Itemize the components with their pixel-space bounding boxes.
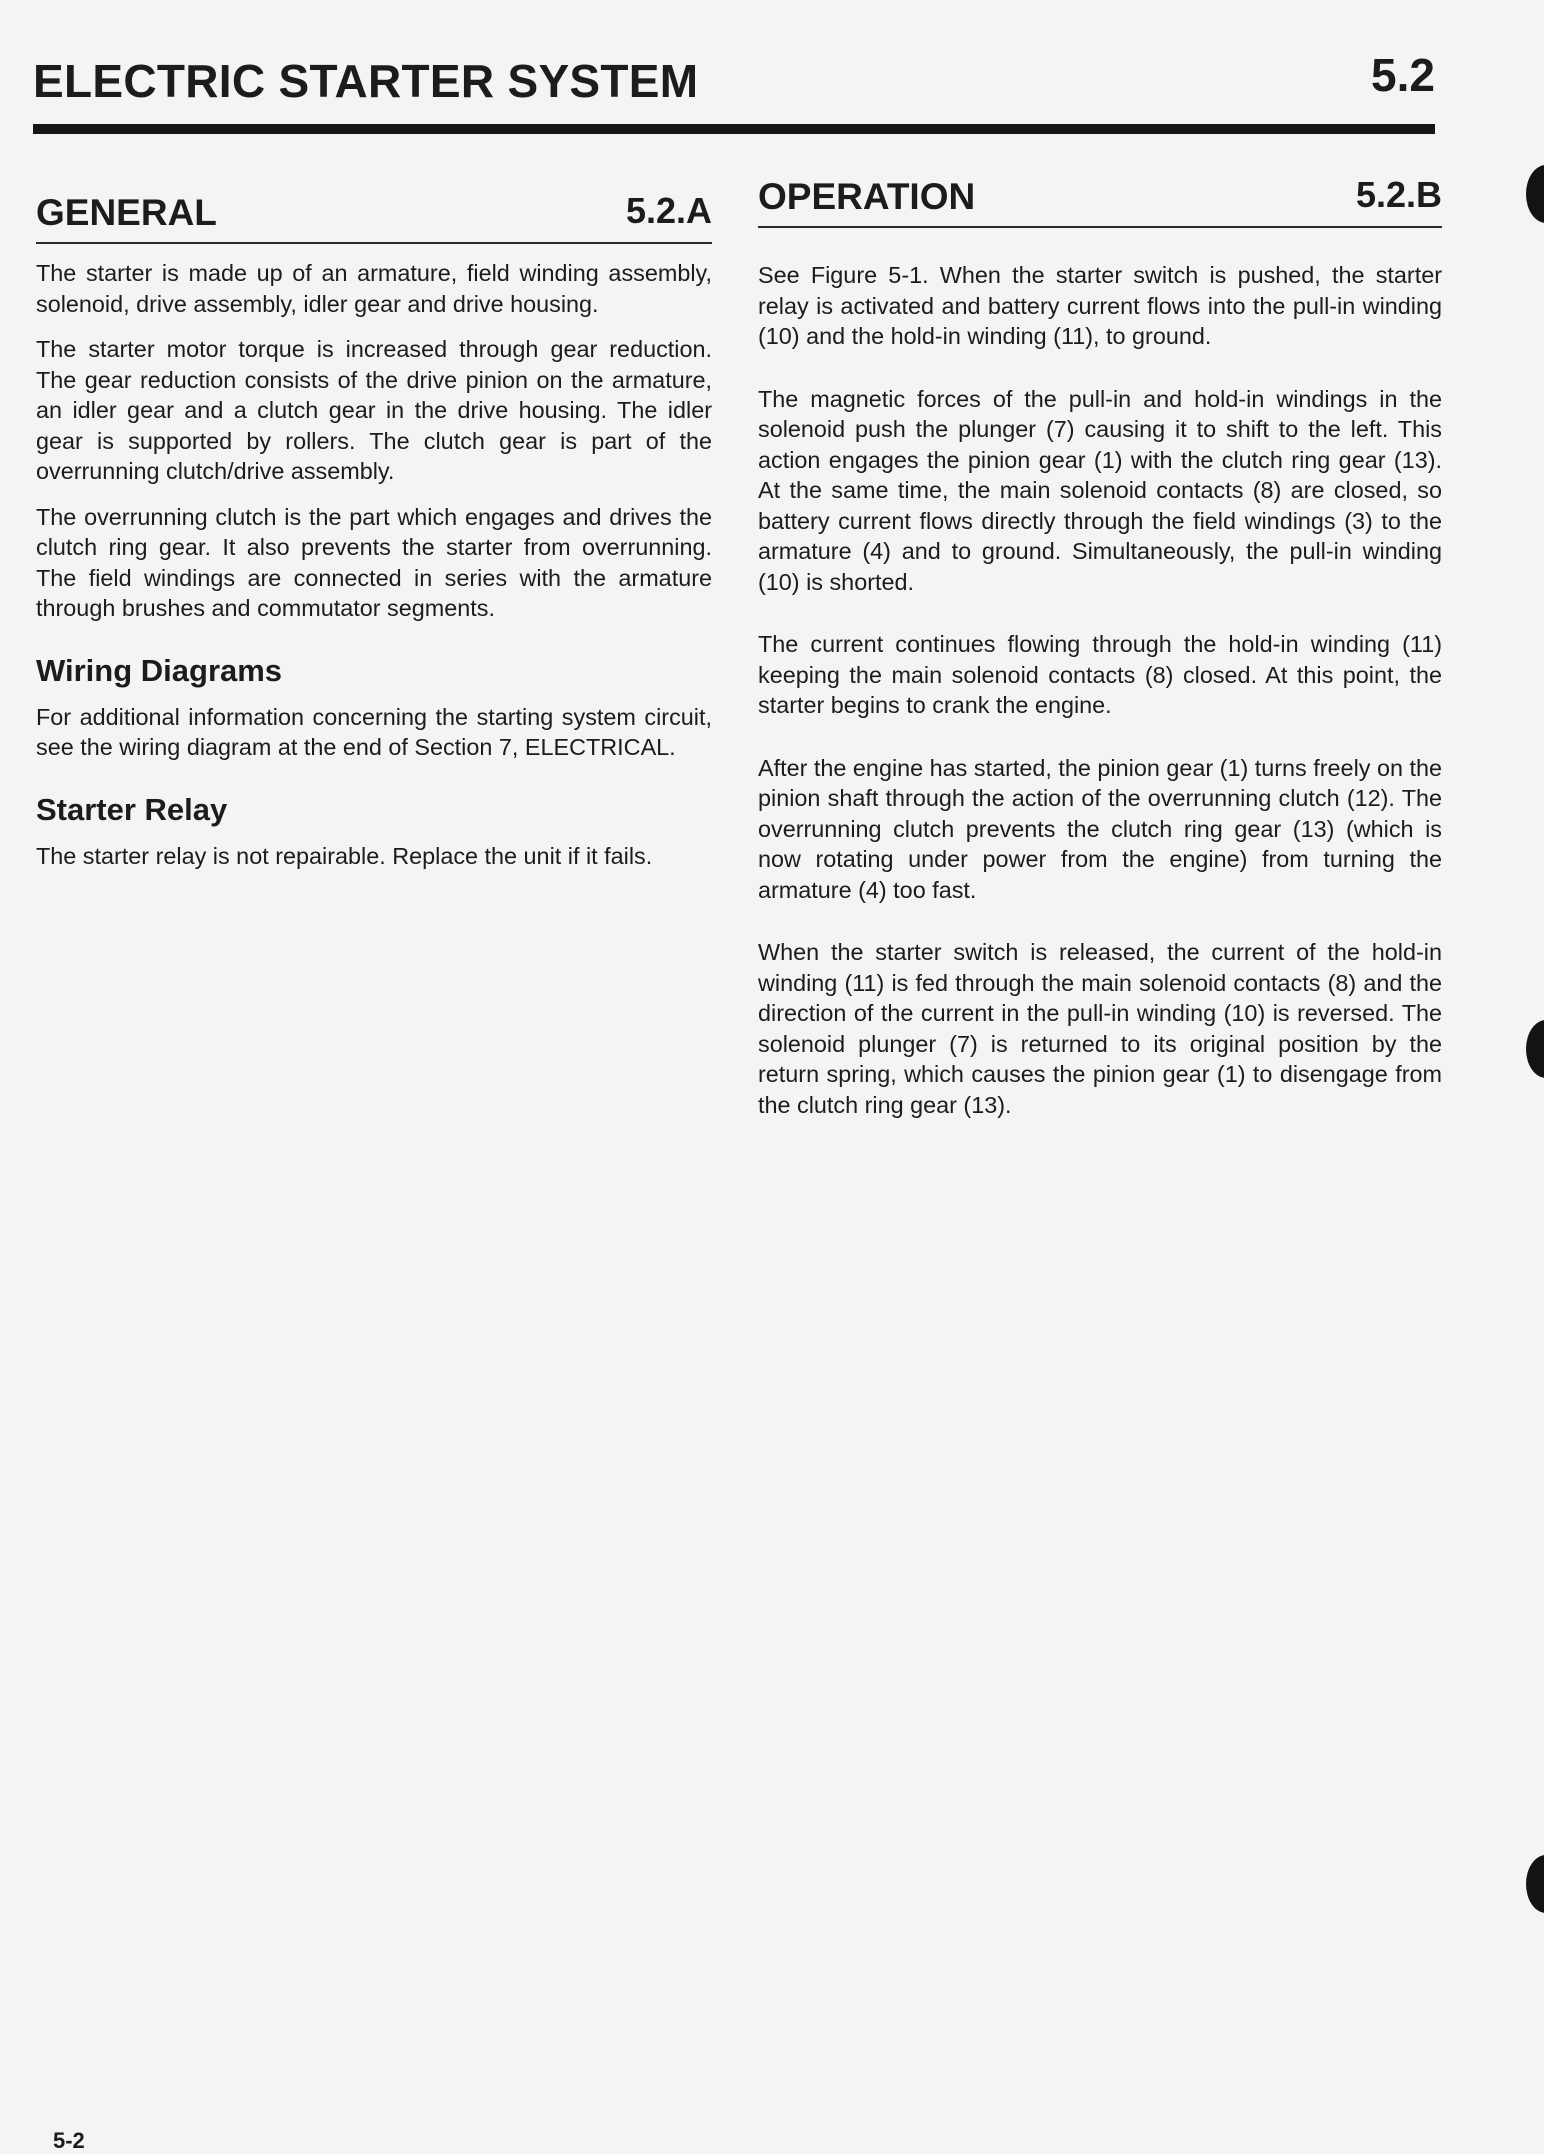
binder-hole-mark [1526,1020,1544,1078]
operation-paragraph: After the engine has started, the pinion gear (1) turns freely on the pinion shaft through the action of the overrunning clutch (12). The overrunning clutch prevents the clutch ring gear (13) (which is now rotating under power from the engine) from turning the armature (4) too fast. [758,754,1442,903]
general-title: GENERAL [36,192,217,233]
binder-hole-mark [1526,1855,1544,1913]
page-number: 5-2 [53,2128,85,2153]
starter-relay-heading: Starter Relay [36,791,228,827]
operation-paragraph: When the starter switch is released, the current of the hold-in winding (11) is fed through the main solenoid contacts (8) and the direction of the current in the pull-in winding (10) is reversed. The solenoid plunger (7) is returned to its original position by the return spring, which causes the pinion gear (1) to disengage from the clutch ring gear (13). [758,939,1442,1118]
operation-number: 5.2.B [1355,174,1442,215]
right-column [758,174,1442,1152]
page-title: ELECTRIC STARTER SYSTEM [33,55,699,107]
starter-relay-text: The starter relay is not repairable. Replace the unit if it fails. [36,842,653,869]
general-section-heading [36,188,712,244]
page-header [33,48,1435,106]
general-paragraph: The overrunning clutch is the part which engages and drives the clutch ring gear. It also prevents the starter from overrunning. The field windings are connected in series with the armature through brushes and commutator segments. [36,503,712,621]
wiring-diagrams-heading: Wiring Diagrams [36,652,283,688]
general-paragraph: The starter is made up of an armature, field winding assembly, solenoid, drive assembly, idler gear and drive housing. [36,260,712,317]
operation-title: OPERATION [758,176,976,217]
operation-paragraph: See Figure 5-1. When the starter switch is pushed, the starter relay is activated and battery current flows into the pull-in winding (10) and the hold-in winding (11), to ground. [758,262,1442,349]
binder-hole-mark [1526,165,1544,223]
operation-paragraph: The magnetic forces of the pull-in and hold-in windings in the solenoid push the plunger (7) causing it to shift to the left. This action engages the pinion gear (1) with the clutch ring gear (13). At the same time, the main solenoid contacts (8) are closed, so battery current flows directly through the field windings (3) to the armature (4) and to ground. Simultaneously, the pull-in winding (10) is shorted. [758,385,1442,595]
page-section-number: 5.2 [1371,49,1435,101]
general-number: 5.2.A [625,190,712,231]
operation-section-heading [758,174,1442,228]
general-paragraph: The starter motor torque is increased through gear reduction. The gear reduction consists of the drive pinion on the armature, an idler gear and a clutch gear in the drive housing. The idler gear is supported by rollers. The clutch gear is part of the overrunning clutch/drive assembly. [36,336,712,484]
wiring-diagrams-text: For additional information concerning the starting system circuit, see the wiring diagram at the end of Section 7, ELECTRICAL. [36,703,712,760]
operation-paragraph: The current continues flowing through the hold-in winding (11) keeping the main solenoid contacts (8) closed. At this point, the starter begins to crank the engine. [758,631,1442,718]
left-column [36,180,712,886]
header-rule [33,124,1435,134]
